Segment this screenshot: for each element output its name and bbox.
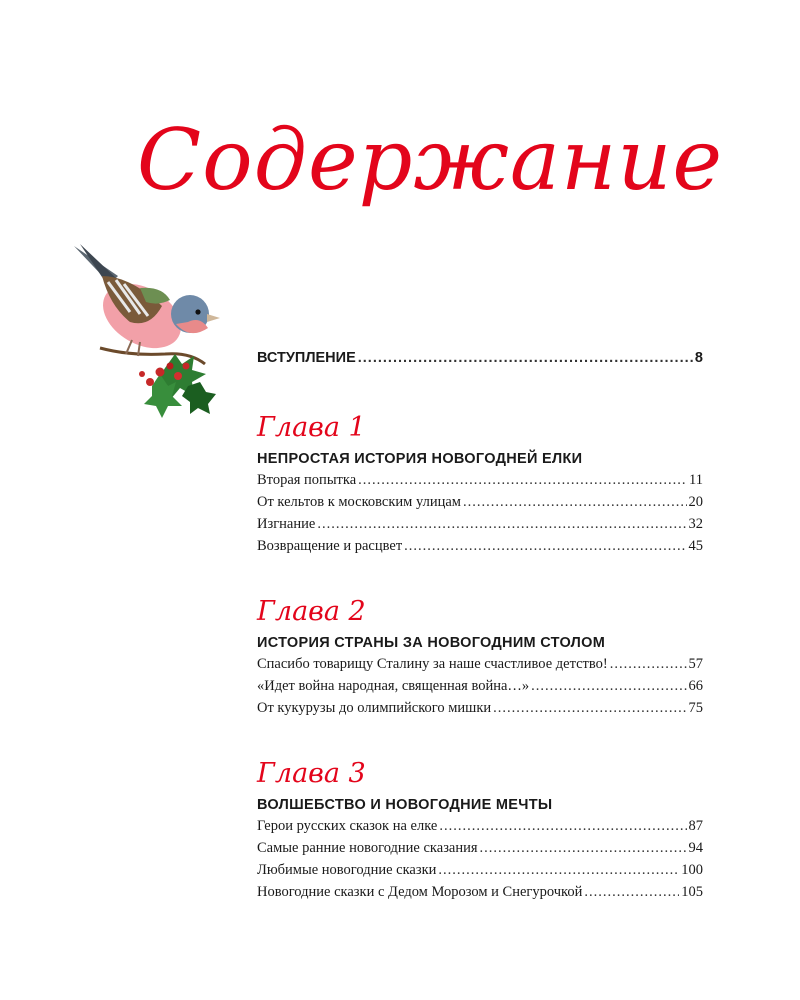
dot-leader xyxy=(358,472,687,489)
toc-entry-label: Новогодние сказки с Дедом Морозом и Снегурочкой xyxy=(257,884,583,900)
chapter-heading: Глава 3 xyxy=(257,758,366,789)
dot-leader xyxy=(317,516,686,533)
intro-entry[interactable] xyxy=(257,350,703,376)
toc-entry[interactable] xyxy=(257,516,703,538)
bird-illustration xyxy=(70,236,230,426)
dot-leader xyxy=(358,350,693,367)
dot-leader xyxy=(404,538,686,555)
toc-entry-page: 75 xyxy=(688,700,703,716)
chapter-2 xyxy=(257,598,703,722)
toc-entry[interactable] xyxy=(257,818,703,840)
toc-entry[interactable] xyxy=(257,700,703,722)
dot-leader xyxy=(463,494,687,511)
dot-leader xyxy=(610,656,687,673)
dot-leader xyxy=(438,862,679,879)
toc-entry-page: 66 xyxy=(688,678,703,694)
chapter-subtitle: ИСТОРИЯ СТРАНЫ ЗА НОВОГОДНИМ СТОЛОМ xyxy=(257,635,606,651)
toc-entry-label: Возвращение и расцвет xyxy=(257,538,403,554)
toc-entry-label: Герои русских сказок на елке xyxy=(257,818,438,834)
chapter-heading: Глава 1 xyxy=(257,412,366,443)
toc-entry-label: «Идет война народная, священная война…» xyxy=(257,678,530,694)
toc-entry-page: 94 xyxy=(688,840,703,856)
toc-entry[interactable] xyxy=(257,678,703,700)
toc-entry-label: Спасибо товарищу Сталину за наше счастливое детство! xyxy=(257,656,608,672)
toc-entry[interactable] xyxy=(257,656,703,678)
toc-entry-label: От кукурузы до олимпийского мишки xyxy=(257,700,492,716)
chapter-3 xyxy=(257,760,703,906)
toc-entry-page: 57 xyxy=(688,656,703,672)
dot-leader xyxy=(531,678,686,695)
toc-entry-page: 32 xyxy=(688,516,703,532)
toc-entry[interactable] xyxy=(257,472,703,494)
dot-leader xyxy=(493,700,686,717)
toc-entry-label: Вторая попытка xyxy=(257,472,357,488)
toc-entry-page: 87 xyxy=(688,818,703,834)
toc-entry[interactable] xyxy=(257,862,703,884)
dot-leader xyxy=(480,840,687,857)
toc-entry[interactable] xyxy=(257,538,703,560)
chapter-subtitle: НЕПРОСТАЯ ИСТОРИЯ НОВОГОДНЕЙ ЕЛКИ xyxy=(257,451,583,467)
toc-entry-label: Изгнание xyxy=(257,516,316,532)
toc-entry-page: 11 xyxy=(689,472,703,488)
chapter-1 xyxy=(257,414,703,560)
toc-entry[interactable] xyxy=(257,884,703,906)
page-title: Содержание xyxy=(136,111,724,209)
toc-entry-page: 20 xyxy=(688,494,703,510)
chapter-subtitle: ВОЛШЕБСТВО И НОВОГОДНИЕ МЕЧТЫ xyxy=(257,797,553,813)
toc-entry-page: 45 xyxy=(688,538,703,554)
dot-leader xyxy=(584,884,679,901)
toc-entry[interactable] xyxy=(257,494,703,516)
toc-entry[interactable] xyxy=(257,840,703,862)
toc-entry-label: От кельтов к московским улицам xyxy=(257,494,461,510)
intro-page: 8 xyxy=(694,350,703,366)
toc-entry-page: 105 xyxy=(681,884,703,900)
chapter-heading: Глава 2 xyxy=(257,596,366,627)
dot-leader xyxy=(439,818,686,835)
table-of-contents xyxy=(257,350,703,900)
toc-entry-label: Самые ранние новогодние сказания xyxy=(257,840,478,856)
toc-entry-label: Любимые новогодние сказки xyxy=(257,862,437,878)
intro-label: ВСТУПЛЕНИЕ xyxy=(257,350,356,366)
toc-entry-page: 100 xyxy=(681,862,703,878)
